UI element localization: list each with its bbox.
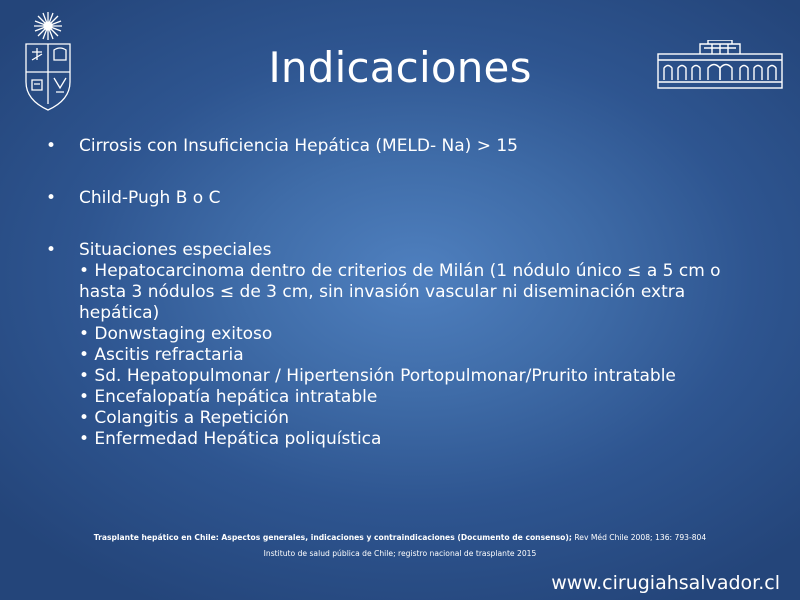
bullet-text: Situaciones especiales [79, 240, 272, 260]
bullet-list [46, 136, 758, 481]
sub-bullet: • Encefalopatía hepática intratable [79, 387, 378, 407]
sub-bullet: • Donwstaging exitoso [79, 324, 273, 344]
bullet-item [46, 188, 758, 209]
sub-bullet: • Colangitis a Repetición [79, 408, 289, 428]
bullet-item [46, 240, 758, 450]
slide-title: Indicaciones [268, 43, 532, 92]
sub-bullet: • Enfermedad Hepática poliquística [79, 429, 382, 449]
reference-title: Trasplante hepático en Chile: Aspectos generales, indicaciones y contraindicaciones (Documento de consenso); [93, 533, 572, 542]
sub-bullet: • Ascitis refractaria [79, 345, 244, 365]
bullet-text: Child-Pugh B o C [79, 188, 221, 208]
reference-line-2: Instituto de salud pública de Chile; registro nacional de trasplante 2015 [263, 549, 537, 558]
sub-bullet: • Sd. Hepatopulmonar / Hipertensión Portopulmonar/Prurito intratable [79, 366, 676, 386]
bullet-item [46, 136, 758, 157]
reference-footnote [0, 530, 800, 562]
reference-line-1 [0, 530, 800, 546]
reference-journal: Rev Méd Chile 2008; 136: 793-804 [571, 533, 707, 542]
website-url: www.cirugiahsalvador.cl [551, 572, 780, 594]
bullet-text: Cirrosis con Insuficiencia Hepática (MELD- Na) > 15 [79, 136, 518, 156]
sub-bullet: • Hepatocarcinoma dentro de criterios de Milán (1 nódulo único ≤ a 5 cm o hasta 3 nódulos ≤ de 3 cm, sin invasión vascular ni diseminación extra hepática) [79, 261, 721, 323]
